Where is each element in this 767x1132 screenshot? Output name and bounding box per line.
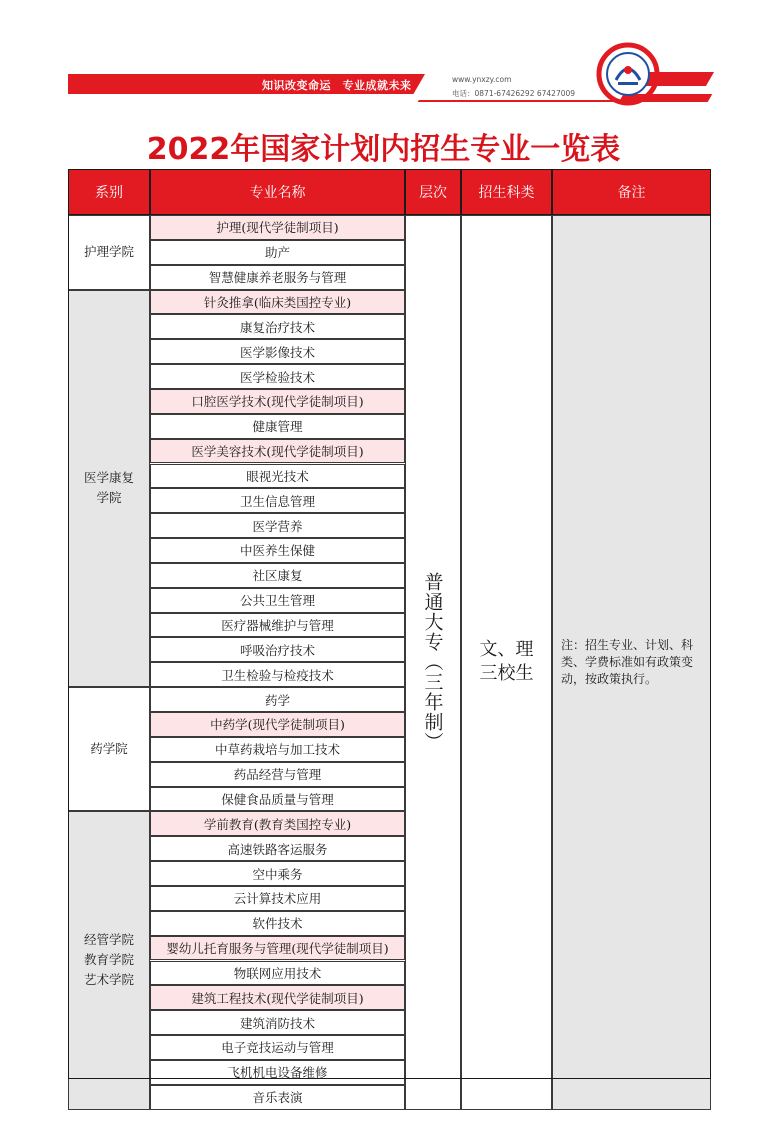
major-row: 保健食品质量与管理 [150, 787, 405, 812]
major-row: 智慧健康养老服务与管理 [150, 265, 405, 290]
major-row: 软件技术 [150, 911, 405, 936]
col-header-notes: 备注 [552, 169, 711, 215]
major-row: 医疗器械维护与管理 [150, 613, 405, 638]
major-row: 康复治疗技术 [150, 314, 405, 339]
department-cell: 护理学院 [68, 215, 150, 290]
subject-category-cell: 文、理 三校生 [461, 215, 552, 1110]
notes-cell: 注：招生专业、计划、科类、学费标准如有政策变动，按政策执行。 [552, 215, 711, 1110]
major-row: 医学检验技术 [150, 364, 405, 389]
major-row: 云计算技术应用 [150, 886, 405, 911]
major-row: 公共卫生管理 [150, 588, 405, 613]
major-row: 飞机机电设备维修 [150, 1060, 405, 1085]
col-header-major: 专业名称 [150, 169, 405, 215]
major-row: 中医养生保健 [150, 538, 405, 563]
major-row: 社区康复 [150, 563, 405, 588]
major-row: 建筑工程技术(现代学徒制项目) [150, 985, 405, 1010]
major-row: 婴幼儿托育服务与管理(现代学徒制项目) [150, 936, 405, 961]
department-cell: 药学院 [68, 687, 150, 811]
major-row: 护理(现代学徒制项目) [150, 215, 405, 240]
page-title: 2022年国家计划内招生专业一览表 [146, 132, 621, 167]
major-row: 卫生信息管理 [150, 488, 405, 513]
major-row: 口腔医学技术(现代学徒制项目) [150, 389, 405, 414]
school-logo-icon [596, 42, 660, 106]
major-row: 高速铁路客运服务 [150, 836, 405, 861]
major-row: 物联网应用技术 [150, 961, 405, 986]
major-row: 中药学(现代学徒制项目) [150, 712, 405, 737]
major-row: 药学 [150, 687, 405, 712]
major-row: 医学美容技术(现代学徒制项目) [150, 439, 405, 464]
banner-slogan: 知识改变命运 专业成就未来 [262, 79, 412, 92]
col-header-level: 层次 [405, 169, 461, 215]
department-cell: 经管学院 教育学院 艺术学院 [68, 811, 150, 1109]
major-row: 助产 [150, 240, 405, 265]
education-level-cell: 普通大专（三年制） [405, 215, 461, 1110]
department-cell: 医学康复 学院 [68, 290, 150, 688]
major-row: 医学影像技术 [150, 339, 405, 364]
major-row: 建筑消防技术 [150, 1010, 405, 1035]
major-row: 音乐表演 [150, 1085, 405, 1110]
major-row: 学前教育(教育类国控专业) [150, 811, 405, 836]
major-row: 医学营养 [150, 513, 405, 538]
col-header-department: 系别 [68, 169, 150, 215]
major-row: 空中乘务 [150, 861, 405, 886]
major-row: 健康管理 [150, 414, 405, 439]
header-banner [0, 0, 767, 110]
banner-website: www.ynxzy.com [452, 75, 512, 84]
major-row: 中草药栽培与加工技术 [150, 737, 405, 762]
banner-phone: 电话：0871-67426292 67427009 [452, 89, 576, 98]
col-header-subject: 招生科类 [461, 169, 552, 215]
major-row: 呼吸治疗技术 [150, 637, 405, 662]
major-row: 针灸推拿(临床类国控专业) [150, 290, 405, 315]
major-table [68, 169, 711, 1106]
major-row: 药品经营与管理 [150, 762, 405, 787]
major-row: 电子竞技运动与管理 [150, 1035, 405, 1060]
major-row: 眼视光技术 [150, 464, 405, 489]
major-row: 卫生检验与检疫技术 [150, 662, 405, 687]
